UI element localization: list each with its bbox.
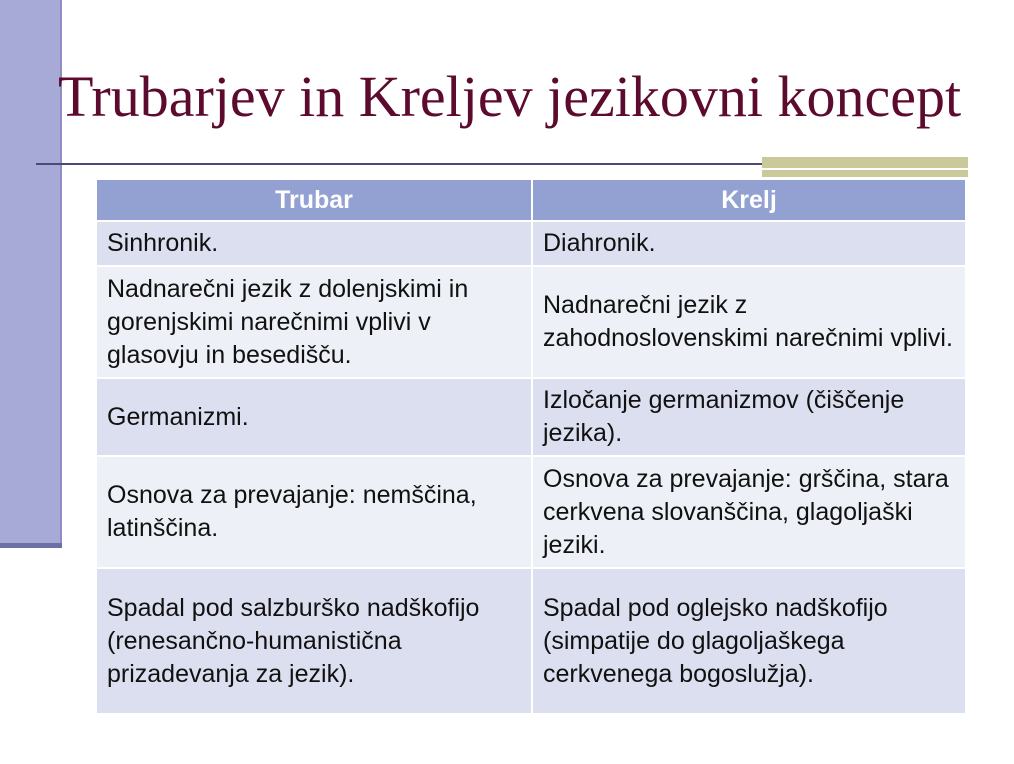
table-row [96, 568, 966, 714]
table-cell-trubar: Nadnarečni jezik z dolenjskimi in gorenjskimi narečnimi vplivi v glasovju in besedišču. [96, 266, 532, 378]
slide-title: Trubarjev in Kreljev jezikovni koncept [58, 64, 962, 129]
table-row [96, 221, 966, 266]
table-cell-trubar: Sinhronik. [96, 221, 532, 266]
accent-line [762, 168, 968, 170]
side-bar-shadow [0, 543, 62, 548]
table-header-row [96, 179, 966, 221]
table-cell-krelj: Osnova za prevajanje: grščina, stara cerkvena slovanščina, glagoljaški jeziki. [532, 456, 966, 568]
comparison-table [95, 178, 967, 715]
table-cell-trubar: Spadal pod salzburško nadškofijo (renesančno-humanistična prizadevanja za jezik). [96, 568, 532, 714]
table-cell-krelj: Spadal pod oglejsko nadškofijo (simpatije do glagoljaškega cerkvenega bogoslužja). [532, 568, 966, 714]
table-cell-krelj: Izločanje germanizmov (čiščenje jezika). [532, 378, 966, 456]
table-row [96, 266, 966, 378]
header-trubar: Trubar [96, 179, 532, 221]
decorative-side-bar [0, 0, 62, 548]
table-row [96, 378, 966, 456]
header-krelj: Krelj [532, 179, 966, 221]
table-cell-trubar: Germanizmi. [96, 378, 532, 456]
table-cell-krelj: Diahronik. [532, 221, 966, 266]
table-cell-krelj: Nadnarečni jezik z zahodnoslovenskimi narečnimi vplivi. [532, 266, 966, 378]
table-cell-trubar: Osnova za prevajanje: nemščina, latinščina. [96, 456, 532, 568]
accent-block [762, 157, 968, 177]
table-row [96, 456, 966, 568]
